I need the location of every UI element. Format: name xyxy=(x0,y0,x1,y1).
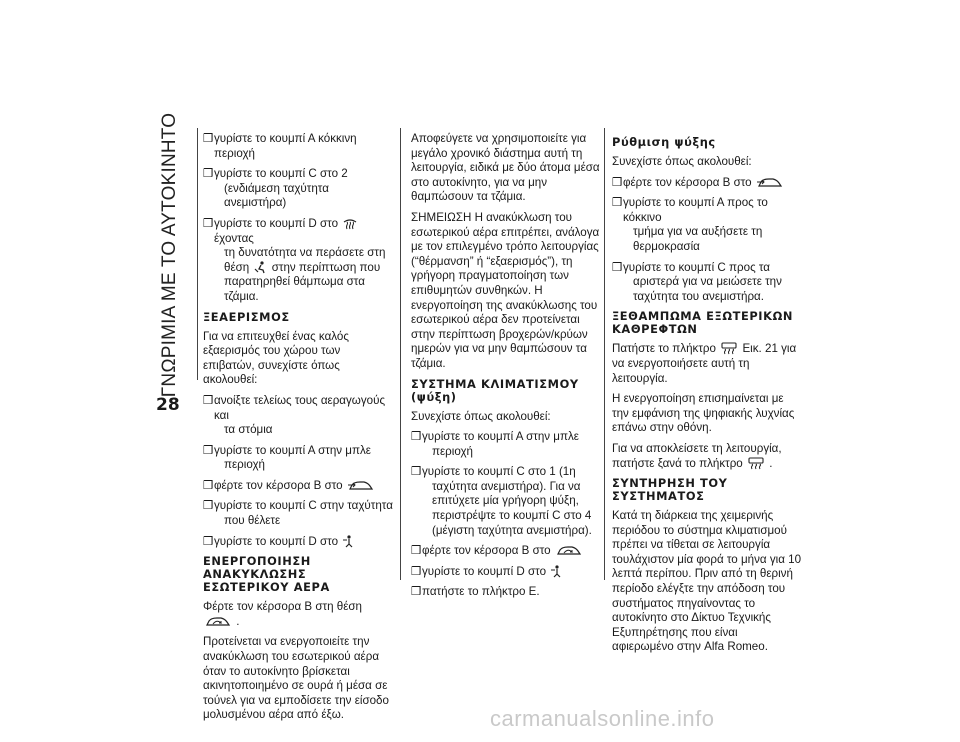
bullet-item: ❒ γυρίστε το κουμπί Α στην μπλε περιοχή xyxy=(411,430,579,458)
bullet-item: ❒ φέρτε τον κέρσορα Β στο xyxy=(612,176,802,191)
bullet-item: ❒ γυρίστε το κουμπί C στο 1 (1η ταχύτητα ανεμιστήρα). Για να επιτύχετε μία γρήγορη ψύξη, περιστρέψτε το κουμπί C στο 4 (μέγιστη ταχύτητα ανεμιστήρα). xyxy=(411,465,592,537)
bullet-item: ❒ γυρίστε το κουμπί C στην ταχύτητα που θέλετε xyxy=(203,499,393,528)
section-heading-ventilation: ΞΕΑΕΡΙΣΜΟΣ xyxy=(203,309,290,324)
bullet-box-icon: ❒ xyxy=(411,564,422,578)
bullet-box-icon: ❒ xyxy=(411,465,422,479)
bullet-box-icon: ❒ xyxy=(203,443,214,457)
bullet-box-icon: ❒ xyxy=(203,167,214,181)
windscreen-defrost-icon xyxy=(343,218,357,230)
column-2 xyxy=(411,132,601,606)
section-heading-recirculation: ΕΝΕΡΓΟΠΟΙΗΣΗ ΑΝΑΚΥΚΛΩΣΗΣ ΕΣΩΤΕΡΙΚΟΥ ΑΕΡΑ xyxy=(203,554,330,595)
chapter-title-text: ΓΝΩΡΙΜΙΑ ΜΕ ΤΟ ΑΥΤΟΚΙΝΗΤΟ xyxy=(159,112,181,398)
paragraph: Αποφεύγετε να χρησιμοποιείτε για μεγάλο χρονικό διάστημα αυτή τη λειτουργία, ειδικά με δύο άτομα μέσα στο αυτοκίνητο, για να μην θαμπώσουν τα τζάμια. xyxy=(411,132,600,204)
bullet-item: ❒ γυρίστε το κουμπί D στο xyxy=(203,535,393,550)
watermark: carmanualsonline.info xyxy=(490,706,715,731)
bullet-item: ❒ γυρίστε το κουμπί Α στην μπλε περιοχή xyxy=(203,443,371,472)
bullet-box-icon: ❒ xyxy=(612,175,623,189)
face-air-icon xyxy=(551,565,562,578)
face-air-icon xyxy=(343,535,354,548)
mirror-defrost-icon xyxy=(721,342,737,355)
column-divider-line xyxy=(400,128,401,580)
bullet-box-icon: ❒ xyxy=(411,544,422,558)
chapter-divider-line xyxy=(197,128,198,380)
paragraph: Κατά τη διάρκεια της χειμερινής περιόδου το σύστημα κλιματισμού πρέπει να τίθεται σε λειτουργία τουλάχιστον μία φορά το μήνα για 10 λεπτά περίπου. Πριν από τη θερινή περίοδο ελέγξτε την απόδοση του συστήματος πηγαίνοντας το αυτοκίνητο στο Δίκτυο Τεχνικής Εξυπηρέτησης που είναι αφιερωμένο στην Alfa Romeo. xyxy=(612,509,802,654)
section-heading-mirror-defrost: ΞΕΘΑΜΠΩΜΑ ΕΞΩΤΕΡΙΚΩΝ ΚΑΘΡΕΦΤΩΝ xyxy=(612,309,793,337)
bullet-box-icon: ❒ xyxy=(411,585,422,599)
paragraph: Φέρτε τον κέρσορα Β στη θέση . xyxy=(203,600,362,628)
paragraph: Πατήστε το πλήκτρο Εικ. 21 για να ενεργοποιήσετε αυτή τη λειτουργία. xyxy=(612,342,797,385)
bullet-item: ❒ φέρτε τον κέρσορα Β στο xyxy=(203,479,393,494)
bullet-box-icon: ❒ xyxy=(612,196,623,210)
bullet-box-icon: ❒ xyxy=(203,478,214,492)
chapter-title xyxy=(150,112,190,398)
bullet-item: ❒ φέρτε τον κέρσορα Β στο xyxy=(411,544,601,559)
paragraph: Για να αποκλείσετε τη λειτουργία, πατήστε ξανά το πλήκτρο . xyxy=(612,441,782,470)
column-divider-line xyxy=(604,128,605,580)
recirculation-car-icon xyxy=(556,545,582,557)
paragraph: Για να επιτευχθεί ένας καλός εξαερισμός του χώρου των επιβατών, συνεχίστε όπως ακολουθεί: xyxy=(203,329,349,387)
page-number: 28 xyxy=(156,395,180,415)
paragraph: Η ενεργοποίηση επισημαίνεται με την εμφάνιση της ψηφιακής λυχνίας επάνω στην οθόνη. xyxy=(612,392,795,435)
bullet-item: ❒ γυρίστε το κουμπί C στο 2 (ενδιάμεση ταχύτητα ανεμιστήρα) xyxy=(203,167,348,210)
seat-feet-air-icon xyxy=(254,261,266,274)
note-paragraph: ΣΗΜΕΙΩΣΗ Η ανακύκλωση του εσωτερικού αέρα επιτρέπει, ανάλογα με τον επιλεγμένο τρόπο λειτουργίας (“θέρμανση” ή “εξαερισμός”), τη γρήγορη πραγματοποίηση των επιθυμητών συνθηκών. Η ενεργοποίηση της ανακύκλωσης του εσωτερικού αέρα δεν προτείνεται στην περίπτωση βροχερών/κρύων ημερών για να μην θαμπώσουν τα τζάμια. xyxy=(411,210,600,370)
bullet-box-icon: ❒ xyxy=(203,499,214,513)
bullet-item: ❒ γυρίστε το κουμπί D στο έχοντας τη δυνατότητα να περάσετε στη θέση στην περίπτωση που παρατηρηθεί θάμπωμα στα τζάμια. xyxy=(203,216,386,303)
bullet-item: ❒ ανοίξτε τελείως τους αεραγωγούς και τα στόμια xyxy=(203,393,386,437)
column-3 xyxy=(612,132,802,661)
bullet-box-icon: ❒ xyxy=(203,534,214,548)
bullet-item: ❒ γυρίστε το κουμπί C προς τα αριστερά για να μειώσετε την ταχύτητα του ανεμιστήρα. xyxy=(612,260,782,303)
section-heading-cooling-adjustment: Ρύθμιση ψύξης xyxy=(612,135,716,149)
mirror-defrost-icon xyxy=(748,457,764,470)
bullet-box-icon: ❒ xyxy=(612,260,623,274)
section-heading-maintenance: ΣΥΝΤΗΡΗΣΗ ΤΟΥ ΣΥΣΤΗΜΑΤΟΣ xyxy=(612,476,728,504)
bullet-box-icon: ❒ xyxy=(203,216,214,230)
paragraph: Προτείνεται να ενεργοποιείτε την ανακύκλωση του εσωτερικού αέρα όταν το αυτοκίνητο βρίσκεται ακινητοποιημένο σε ουρά ή μέσα σε τούνελ για να εμποδίσετε την είσοδο μολυσμένου αέρα από έξω. xyxy=(203,635,389,722)
bullet-box-icon: ❒ xyxy=(411,430,422,444)
recirculation-car-icon xyxy=(205,616,231,628)
bullet-box-icon: ❒ xyxy=(203,393,214,407)
outside-air-car-icon xyxy=(757,177,783,189)
bullet-item: ❒ γυρίστε το κουμπί Α προς το κόκκινο τμήμα για να αυξήσετε τη θερμοκρασία xyxy=(612,196,768,253)
bullet-box-icon: ❒ xyxy=(203,132,214,145)
paragraph: Συνεχίστε όπως ακολουθεί: xyxy=(411,409,551,423)
column-1 xyxy=(203,132,393,729)
section-heading-air-conditioning: ΣΥΣΤΗΜΑ ΚΛΙΜΑΤΙΣΜΟΥ (ψύξη) xyxy=(411,376,579,404)
bullet-item: ❒ γυρίστε το κουμπί D στο xyxy=(411,565,601,580)
paragraph: Συνεχίστε όπως ακολουθεί: xyxy=(612,155,752,168)
outside-air-car-icon xyxy=(348,480,374,492)
bullet-item: ❒ πατήστε το πλήκτρο Ε. xyxy=(411,585,540,599)
bullet-item: ❒ γυρίστε το κουμπί Α κόκκινη περιοχή xyxy=(203,132,357,160)
